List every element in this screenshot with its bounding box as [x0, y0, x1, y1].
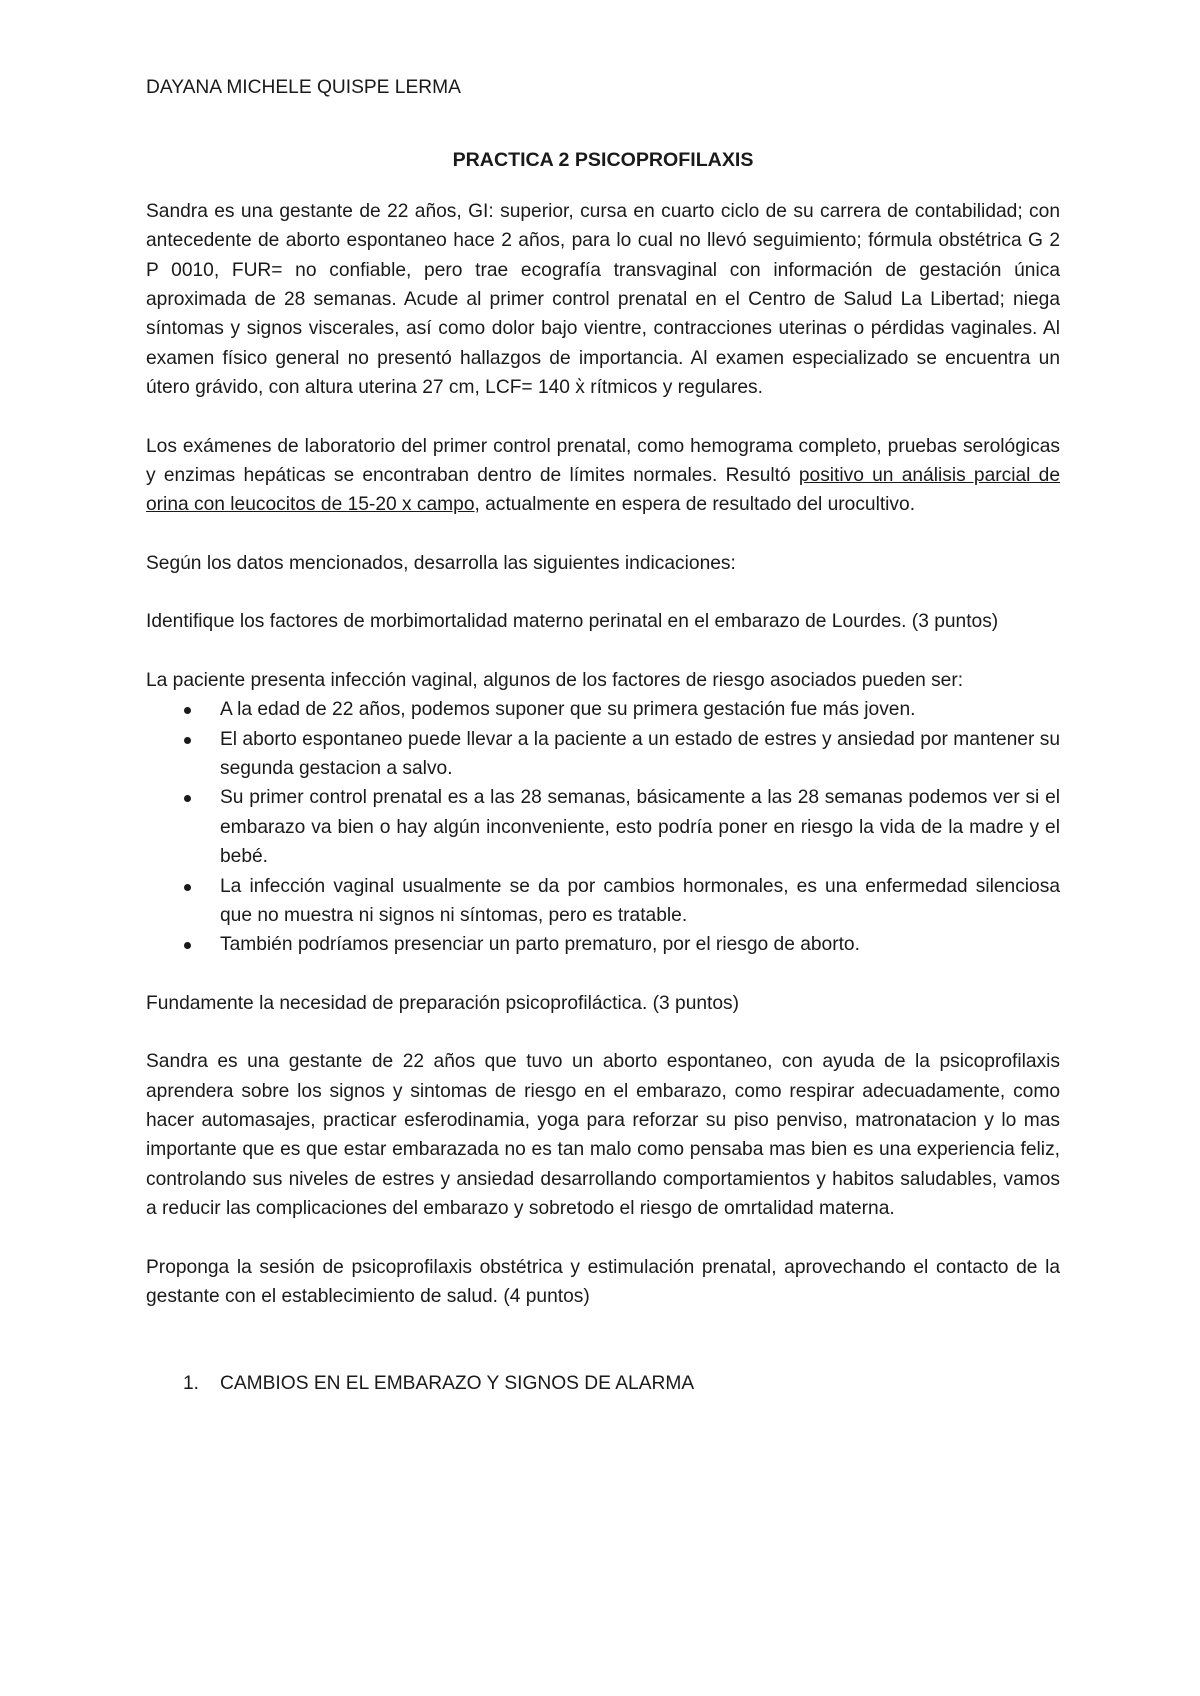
session-item-text: CAMBIOS EN EL EMBARAZO Y SIGNOS DE ALARMA: [220, 1373, 695, 1395]
case-paragraph: Sandra es una gestante de 22 años, GI: superior, cursa en cuarto ciclo de su carrera de contabilidad; con antecedente de aborto espontaneo hace 2 años, para lo cual no llevó seguimiento; fórmula obstétrica G 2 P 0010, FUR= no confiable, pero trae ecografía transvaginal con información de gestación única aproximada de 28 semanas. Acude al primer control prenatal en el Centro de Salud La Libertad; niega síntomas y signos viscerales, así como dolor bajo vientre, contracciones uterinas o pérdidas vaginales. Al examen físico general no presentó hallazgos de importancia. Al examen especializado se encuentra un útero grávido, con altura uterina 27 cm, LCF= 140 x̀ rítmicos y regulares.: [146, 200, 1060, 399]
answer-2: Sandra es una gestante de 22 años que tuvo un aborto espontaneo, con ayuda de la psicoprofilaxis aprendera sobre los signos y sintomas de riesgo en el embarazo, como respirar adecuadamente, como hacer automasajes, practicar esferodinamia, yoga para reforzar su piso penviso, matronatacion y lo mas importante que es que estar embarazada no es tan malo como pensaba mas bien es una experiencia feliz, controlando sus niveles de estres y ansiedad desarrollando comportamientos y habitos saludables, vamos a reducir las complicaciones del embarazo y sobretodo el riesgo de omrtalidad materna.: [146, 1051, 1060, 1220]
list-item: A la edad de 22 años, podemos suponer que su primera gestación fue más joven.: [220, 695, 1060, 724]
lab-paragraph: [146, 432, 1060, 520]
question-3: Proponga la sesión de psicoprofilaxis obstétrica y estimulación prenatal, aprovechando el contacto de la gestante con el establecimiento de salud. (4 puntos): [146, 1256, 1060, 1307]
list-item: El aborto espontaneo puede llevar a la paciente a un estado de estres y ansiedad por mantener su segunda gestacion a salvo.: [220, 725, 1060, 784]
document-title: PRACTICA 2 PSICOPROFILAXIS: [452, 149, 754, 172]
session-item-number: 1.: [183, 1373, 200, 1395]
session-item: [146, 1369, 1060, 1398]
answer-1-intro: La paciente presenta infección vaginal, algunos de los factores de riesgo asociados pueden ser:: [146, 669, 964, 691]
question-2: Fundamente la necesidad de preparación psicoprofiláctica. (3 puntos): [146, 992, 740, 1014]
list-item: También podríamos presenciar un parto prematuro, por el riesgo de aborto.: [220, 930, 1060, 959]
document-body: [146, 73, 1060, 1399]
instructions-intro: Según los datos mencionados, desarrolla las siguientes indicaciones:: [146, 552, 736, 574]
lab-text-before: Los exámenes de laboratorio del primer control prenatal, como hemograma completo, pruebas serológicas y enzimas hepáticas se encontraban dentro de límites normales. Resultó: [146, 435, 1060, 487]
list-item: Su primer control prenatal es a las 28 semanas, básicamente a las 28 semanas podemos ver si el embarazo va bien o hay algún inconveniente, esto podría poner en riesgo la vida de la madre y el bebé.: [220, 783, 1060, 871]
question-1: Identifique los factores de morbimortalidad materno perinatal en el embarazo de Lourdes. (3 puntos): [146, 611, 999, 633]
lab-underlined-finding: positivo un análisis parcial de orina con leucocitos de 15-20 x campo: [146, 465, 1061, 516]
risk-factor-list: [146, 695, 1060, 960]
list-item: La infección vaginal usualmente se da por cambios hormonales, es una enfermedad silenciosa que no muestra ni signos ni síntomas, pero es tratable.: [220, 872, 1060, 931]
lab-text-after: , actualmente en espera de resultado del urocultivo.: [474, 494, 916, 516]
author-name: DAYANA MICHELE QUISPE LERMA: [146, 77, 461, 98]
